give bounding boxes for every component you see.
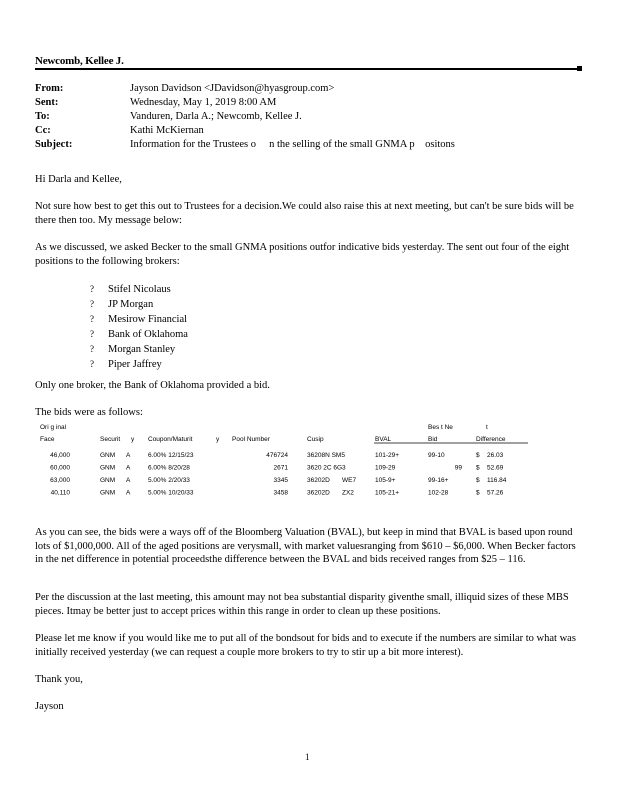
mailbox-owner: Newcomb, Kellee J. [35, 55, 124, 67]
paragraph-6: Please let me know if you would like me to put all of the bondsout for bids and to execute if the numbers are similar to what was initially received yesterday (we can request a couple more brokers to try to stir up a bit more interest). [35, 633, 576, 658]
cell-pool: 3458 [273, 489, 288, 497]
cell-face: 63,000 [50, 477, 70, 484]
cell-coupon: 6.00% 12/15/23 [148, 452, 194, 459]
col-header-coupon: Coupon/Maturit [148, 436, 193, 443]
bullet: ? [90, 284, 94, 294]
cc-label: Cc: [35, 125, 51, 136]
cell-bval: 105-9+ [375, 477, 396, 484]
col-header-best-net: Bes t Ne [428, 424, 453, 431]
col-header-original: Ori g inal [40, 424, 67, 431]
cell-dollar: $ [476, 477, 480, 484]
col-header-face: Face [40, 436, 55, 443]
col-header-security: Securit [100, 436, 121, 443]
subject-label: Subject: [35, 139, 73, 150]
signature: Jayson [35, 701, 64, 712]
cell-bid: 102-28 [428, 489, 449, 497]
cell-cusip-suffix: WE7 [342, 477, 357, 484]
cell-dollar: $ [476, 489, 480, 497]
bullet: ? [90, 344, 94, 354]
bullet: ? [90, 299, 94, 309]
cell-bval: 105-21+ [375, 489, 400, 497]
cell-coupon: 5.00% 2/20/33 [148, 477, 190, 484]
cell-bval: 101-29+ [375, 452, 400, 459]
list-item: ? Stifel Nicolaus [90, 284, 171, 295]
page-number: 1 [305, 752, 310, 762]
cell-bid: 99-16+ [428, 477, 449, 484]
paragraph-3: Only one broker, the Bank of Oklahoma provided a bid. [35, 380, 270, 391]
cc-value: Kathi McKiernan [130, 125, 204, 136]
cell-difference: 116.84 [487, 477, 507, 484]
cell-bval: 109-29 [375, 464, 396, 472]
cell-pool: 2671 [273, 464, 288, 472]
paragraph-2: As we discussed, we asked Becker to the small GNMA positions outfor indicative bids yesterday. The sent out four of the eight positions to the following brokers: [35, 242, 570, 267]
cell-pool: 476724 [266, 452, 288, 459]
bids-intro: The bids were as follows: [35, 407, 143, 418]
col-header-cusip: Cusip [307, 436, 324, 443]
bullet: ? [90, 329, 94, 339]
cell-security-a: A [126, 489, 131, 497]
list-item: ? Piper Jaffrey [90, 359, 162, 370]
sent-label: Sent: [35, 97, 59, 108]
cell-security-a: A [126, 452, 131, 459]
bullet: ? [90, 359, 94, 369]
cell-dollar: $ [476, 452, 480, 459]
cell-pool: 3345 [273, 477, 288, 484]
cell-face: 60,000 [50, 464, 70, 472]
cell-difference: 52.69 [487, 464, 504, 472]
cell-bid: 99 [454, 464, 462, 472]
to-label: To: [35, 111, 50, 122]
greeting: Hi Darla and Kellee, [35, 174, 122, 185]
cell-dollar: $ [476, 464, 480, 472]
col-header-difference: Difference [476, 436, 506, 443]
bullet: ? [90, 314, 94, 324]
paragraph-1: Not sure how best to get this out to Trustees for a decision.We could also raise this at next meeting, but can't be sure bids will be there then too. My message below: [35, 201, 574, 226]
cell-security: GNM [100, 464, 116, 472]
col-header-net: t [486, 424, 488, 431]
cell-cusip: 36202D [307, 489, 330, 497]
list-item: ? Mesirow Financial [90, 314, 188, 325]
closing: Thank you, [35, 674, 83, 685]
col-header-coupon-y: y [216, 436, 220, 443]
cell-cusip: 3620 2C 6G3 [307, 464, 346, 472]
paragraph-5: Per the discussion at the last meeting, this amount may not bea substantial disparity giventhe small, illiquid sizes of these MBS pieces. Itmay be better just to accept prices within this range in order to clean up these positions. [35, 592, 569, 617]
cell-security: GNM [100, 489, 116, 497]
subject-value: Information for the Trustees o n the selling of the small GNMA p ositons [130, 139, 455, 150]
cell-difference: 26.03 [487, 452, 504, 459]
sent-value: Wednesday, May 1, 2019 8:00 AM [130, 97, 277, 108]
from-label: From: [35, 83, 64, 94]
col-header-security-y: y [131, 436, 135, 443]
col-header-pool: Pool Number [232, 436, 270, 443]
cell-face: 40,110 [50, 489, 70, 497]
from-value: Jayson Davidson <JDavidson@hyasgroup.com> [130, 83, 335, 94]
cell-coupon: 5.00% 10/20/33 [148, 489, 194, 497]
cell-security: GNM [100, 452, 116, 459]
cell-cusip-suffix: ZX2 [342, 489, 354, 497]
cell-security-a: A [126, 477, 131, 484]
cell-coupon: 6.00% 8/20/28 [148, 464, 190, 472]
cell-cusip: 36202D [307, 477, 330, 484]
paragraph-4: As you can see, the bids were a ways off of the Bloomberg Valuation (BVAL), but keep in mind that BVAL is based upon round lots of $1,000,000. All of the aged positions are verysmall, with market valuesranging from $610 – $6,000. When Becker factors in the net difference in potential proceedsthe difference between the BVAL and bids received ranges from $25 – 116. [35, 527, 576, 565]
cell-security-a: A [126, 464, 131, 472]
cell-face: 46,000 [50, 452, 70, 459]
cell-bid: 99-10 [428, 452, 445, 459]
col-header-bid: Bid [428, 436, 438, 443]
cell-security: GNM [100, 477, 116, 484]
col-header-bval: BVAL [375, 436, 392, 443]
cell-cusip: 36208N SM5 [307, 452, 345, 459]
list-item: ? JP Morgan [90, 299, 154, 310]
list-item: ? Bank of Oklahoma [90, 329, 188, 340]
cell-difference: 57.26 [487, 489, 504, 497]
list-item: ? Morgan Stanley [90, 344, 176, 355]
to-value: Vanduren, Darla A.; Newcomb, Kellee J. [130, 111, 302, 122]
